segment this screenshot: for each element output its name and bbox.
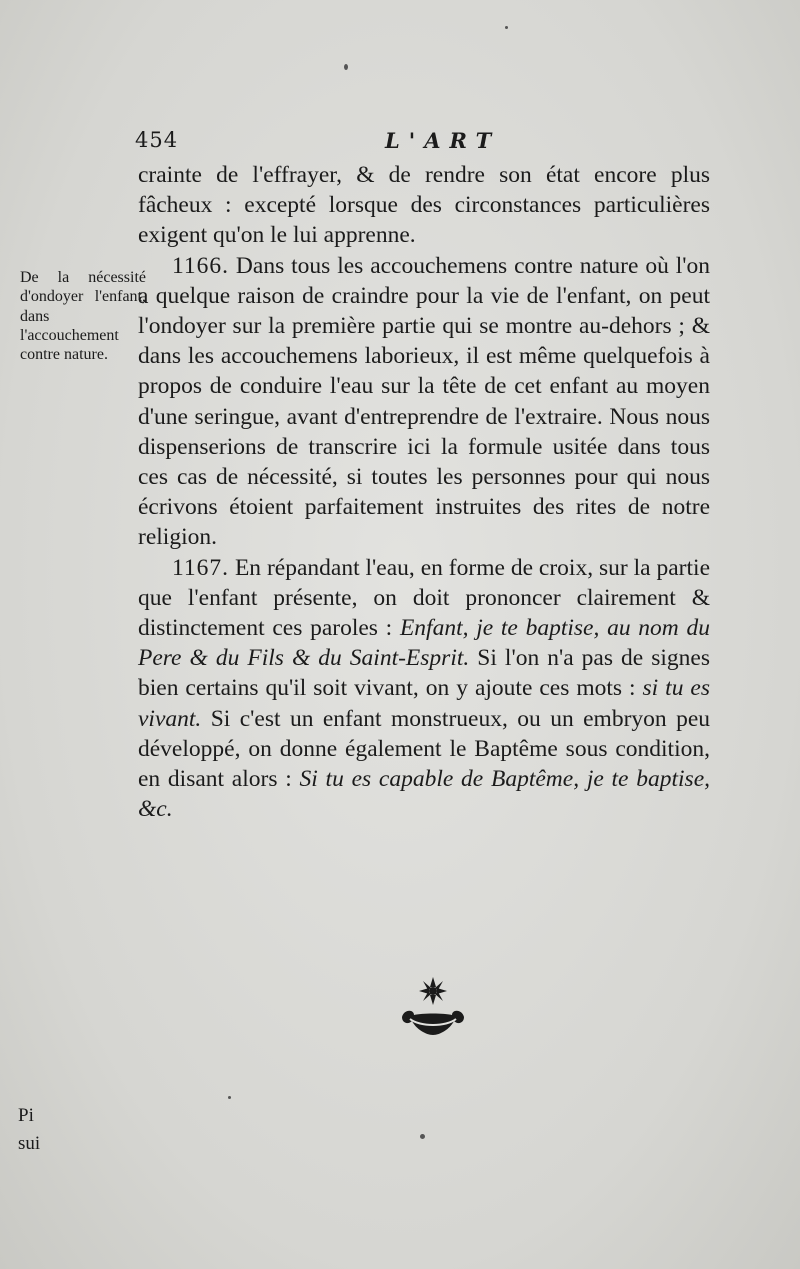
page-number: 454 (135, 128, 179, 152)
paragraph-number: 1167. (172, 554, 230, 581)
paper-speck (344, 64, 348, 70)
paragraph-continued: crainte de l'effrayer, & de rendre son état encore plus fâcheux : excepté lorsque des circonstances particulières exigent qu'on le lui apprenne. (138, 162, 710, 249)
conditional-formula: si tu es vivant. (138, 675, 711, 732)
bleed-line: sui (18, 1133, 41, 1154)
paragraph-text: Si l'on n'a pas de signes bien certains qu'il soit vivant, on y ajoute ces mots : (138, 645, 710, 702)
page-header (135, 128, 705, 162)
paragraph-1167 (138, 553, 710, 825)
paragraph-1166 (138, 251, 710, 553)
paragraph-text: Dans tous les accouchemens contre nature où l'on a quelque raison de craindre pour la vie de l'enfant, on peut l'ondoyer sur la première partie qui se montre au-dehors ; & dans les accouchemens laborieux, il est même quelquefois à propos de conduire l'eau sur la tête de cet enfant au moyen d'une seringue, avant d'entreprendre de l'extraire. Nous nous dispenserions de transcrire ici la formule usitée dans tous ces cas de nécessité, si toutes les personnes pour qui nous écrivons étoient parfaitement instruites des rites de notre religion. (138, 252, 711, 551)
paragraph-text: En répandant l'eau, en forme de croix, sur la partie que l'enfant présente, on doit prononcer clairement & distinctement ces paroles : (138, 554, 710, 642)
main-text (138, 160, 710, 824)
conditional-formula-baptism: Si tu es capable de Baptême, je te baptise, &c. (138, 766, 710, 823)
paragraph-number: 1166. (172, 252, 230, 279)
tailpiece-ornament-icon (396, 975, 470, 1045)
bleed-through-text (18, 1102, 42, 1158)
bleed-line: Pi (18, 1105, 34, 1126)
paper-speck (228, 1096, 231, 1099)
margin-note: De la nécessité d'ondoyer l'enfant, dans l'accouchement contre nature. (20, 269, 146, 364)
baptism-formula: Enfant, je te baptise, au nom du Pere & du Fils & du Saint-Esprit. (138, 615, 711, 672)
paper-speck (505, 26, 508, 29)
paper-speck (420, 1134, 425, 1139)
running-title: L'ART (385, 128, 501, 153)
paragraph-text: Si c'est un enfant monstrueux, ou un embryon peu développé, on donne également le Baptême sous condition, en disant alors : (138, 705, 711, 793)
